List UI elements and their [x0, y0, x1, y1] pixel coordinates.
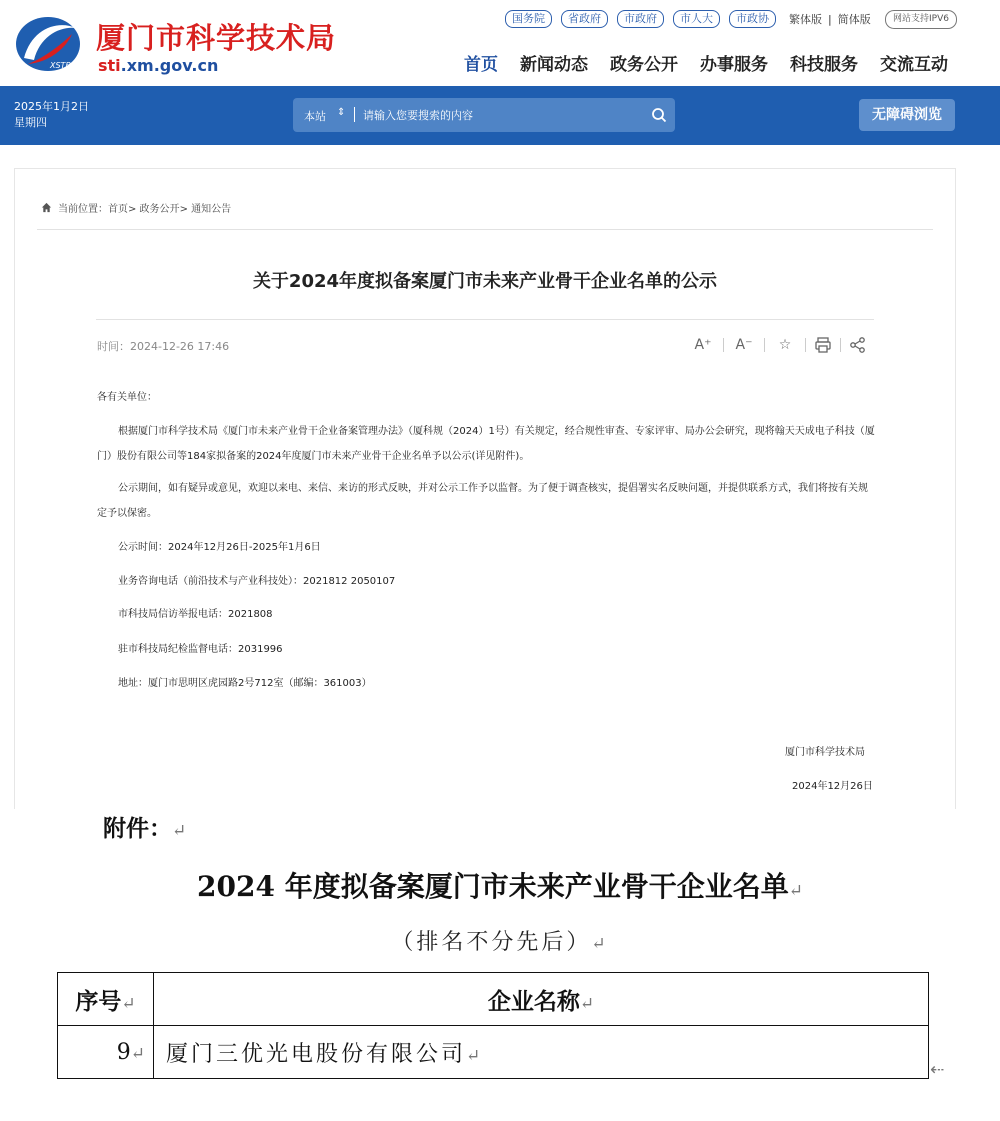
ipv6-badge: 网站支持IPV6 [885, 10, 957, 29]
detail-notice-period: 公示时间：2024年12月26日-2025年1月6日 [118, 542, 321, 553]
nav-services[interactable]: 办事服务 [700, 55, 768, 75]
share-icon[interactable] [849, 336, 867, 354]
nav-interaction[interactable]: 交流互动 [880, 55, 948, 75]
paragraph-1: 根据厦门市科学技术局《厦门市未来产业骨干企业备案管理办法》（厦科规（2024）1号）有关规定，经合规性审查、专家评审、局办公会研究，现将翰天天成电子科技（厦门）股份有限公司等184家拟备案的2024年度厦门市未来产业骨干企业名单予以公示(详见附件)。 [97, 426, 875, 462]
publish-time: 时间：2024-12-26 17:46 [97, 340, 230, 353]
gov-link-state-council[interactable]: 国务院 [505, 10, 552, 28]
nav-news[interactable]: 新闻动态 [520, 55, 588, 75]
attachment-subtitle-text: （排名不分先后） [391, 930, 592, 955]
company-name-cell [154, 1026, 929, 1079]
return-mark: ↵ [579, 993, 595, 1014]
site-header [0, 0, 1000, 86]
nav-gov-affairs[interactable]: 政务公开 [610, 55, 678, 75]
row-number: 9 [116, 1039, 131, 1065]
tool-divider [764, 338, 765, 352]
search-bar-strip [0, 86, 1000, 145]
tool-divider [805, 338, 806, 352]
lang-traditional[interactable]: 繁体版 [789, 13, 822, 26]
tool-divider [723, 338, 724, 352]
gov-link-npc[interactable]: 市人大 [673, 10, 720, 28]
attachment-title [0, 865, 1000, 905]
home-icon [41, 202, 52, 213]
lang-separator: | [828, 13, 832, 26]
breadcrumb-home[interactable]: 首页 [108, 204, 128, 215]
current-weekday: 星期四 [14, 116, 47, 129]
column-header-no [58, 973, 154, 1026]
attachment-title-text: 2024 年度拟备案厦门市未来产业骨干企业名单 [197, 870, 789, 903]
company-name: 厦门三优光电股份有限公司 [166, 1041, 467, 1067]
row-end-mark: ⇠ [930, 1060, 945, 1080]
divider [37, 229, 933, 230]
logo-text: XSTB [50, 61, 71, 70]
column-header-name-text: 企业名称 [487, 987, 580, 1015]
return-mark: ↵ [591, 934, 609, 954]
breadcrumb-prefix: 当前位置： [58, 204, 108, 215]
breadcrumb-notices[interactable]: > 通知公告 [179, 204, 232, 215]
column-header-name [154, 973, 929, 1026]
nav-home[interactable]: 首页 [464, 55, 498, 75]
search-box [293, 98, 675, 132]
article-tools [691, 336, 867, 354]
return-mark: ↵ [130, 1043, 145, 1064]
print-icon[interactable] [814, 336, 832, 354]
language-switch [789, 11, 871, 27]
logo-icon[interactable] [14, 14, 82, 74]
domain-rest: .xm.gov.cn [120, 56, 219, 75]
gov-link-city[interactable]: 市政府 [617, 10, 664, 28]
font-decrease-icon[interactable]: A⁻ [735, 337, 753, 353]
favorite-icon[interactable]: ☆ [778, 337, 792, 353]
nav-tech-services[interactable]: 科技服务 [790, 55, 858, 75]
main-nav [464, 50, 948, 75]
tool-divider [840, 338, 841, 352]
date-display [14, 99, 89, 131]
signature-org: 厦门市科学技术局 [785, 747, 865, 758]
detail-supervision-phone: 驻市科技局纪检监督电话：2031996 [118, 644, 283, 655]
article-title: 关于2024年度拟备案厦门市未来产业骨干企业名单的公示 [252, 271, 718, 292]
return-mark: ↵ [172, 821, 187, 841]
salutation: 各有关单位： [97, 392, 157, 403]
return-mark: ↵ [121, 993, 136, 1014]
search-input[interactable] [363, 105, 633, 125]
breadcrumb-gov-affairs[interactable]: > 政务公开 [128, 204, 180, 215]
signature-date: 2024年12月26日 [792, 781, 873, 792]
current-date: 2025年1月2日 [14, 100, 89, 113]
site-domain [98, 56, 218, 75]
search-divider [354, 107, 355, 122]
table-header-row [58, 973, 929, 1026]
gov-links [505, 10, 776, 28]
row-number-cell [58, 1026, 154, 1079]
return-mark: ↵ [466, 1045, 484, 1066]
detail-report-phone: 市科技局信访举报电话：2021808 [118, 609, 273, 620]
chevron-updown-icon[interactable]: ⇕ [337, 107, 346, 118]
attachment-label-text: 附件： [103, 815, 172, 842]
detail-address: 地址：厦门市思明区虎园路2号712室（邮编：361003） [118, 678, 372, 689]
font-increase-icon[interactable]: A⁺ [694, 337, 712, 353]
breadcrumb [41, 200, 231, 215]
title-divider [96, 319, 874, 320]
gov-link-province[interactable]: 省政府 [561, 10, 608, 28]
lang-simplified[interactable]: 简体版 [837, 13, 871, 26]
return-mark: ↵ [788, 881, 803, 901]
accessibility-button[interactable]: 无障碍浏览 [859, 99, 955, 131]
search-icon[interactable] [651, 107, 667, 123]
company-table [57, 972, 929, 1079]
attachment-label [103, 810, 186, 843]
table-row [58, 1026, 929, 1079]
column-header-no-text: 序号 [75, 987, 122, 1015]
gov-link-cppcc[interactable]: 市政协 [729, 10, 776, 28]
domain-highlight: sti [98, 56, 121, 75]
article-card [14, 168, 956, 809]
detail-consult-phone: 业务咨询电话（前沿技术与产业科技处）：2021812 2050107 [118, 576, 396, 587]
site-name[interactable]: 厦门市科学技术局 [96, 21, 337, 55]
attachment-subtitle [0, 925, 1000, 956]
paragraph-2: 公示期间，如有疑异或意见，欢迎以来电、来信、来访的形式反映，并对公示工作予以监督。为了便于调查核实，提倡署实名反映问题，并提供联系方式，我们将按有关规定予以保密。 [97, 483, 868, 519]
search-scope-select[interactable]: 本站 [304, 110, 326, 123]
